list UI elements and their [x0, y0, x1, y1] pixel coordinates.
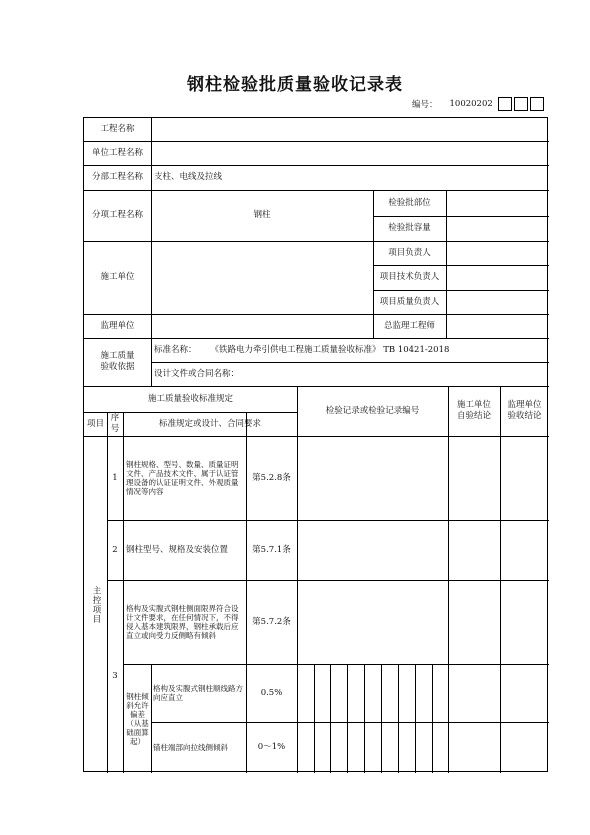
item-1-seq: 1	[112, 472, 118, 483]
standard-label: 标准名称：	[154, 344, 197, 355]
subitem-value: 钢柱	[253, 210, 271, 220]
code-box-1[interactable]	[498, 97, 512, 111]
self-check-header: 施工单位 自验结论	[456, 400, 491, 421]
tilt-sub1-text: 格构及实腹式钢柱顺线路方向应直立	[153, 684, 243, 702]
item-2-seq: 2	[112, 544, 118, 555]
inspection-form	[83, 117, 548, 772]
batch-part-label: 检验批部位	[388, 197, 431, 208]
item-1-text: 钢柱规格、型号、数量、质量证明文件、产品技术文件、属于认证管理设备的认证证明文件、外观质量情况等内容	[126, 460, 239, 496]
standard-value: 《铁路电力牵引供电工程施工质量验收标准》 TB 10421-2018	[210, 344, 450, 355]
supervision-unit-label: 监理单位	[100, 320, 135, 331]
unit-project-name-label: 单位工程名称	[91, 147, 143, 158]
batch-capacity-label: 检验批容量	[388, 223, 431, 233]
item-3-clause: 第5.7.2条	[252, 616, 291, 627]
item-3-text: 格构及实腹式钢柱侧面限界符合设计文件要求，在任何情况下，不得侵入基本建筑限界，钢柱承载后应直立或向受力反侧略有倾斜	[126, 604, 239, 640]
division-name-label: 分部工程名称	[91, 172, 143, 182]
code-label: 编号：	[412, 100, 438, 110]
item-2-text: 钢柱型号、规格及安装位置	[126, 544, 229, 555]
acceptance-basis-label: 施工质量 验收依据	[100, 351, 135, 372]
item-3-seq: 3	[112, 671, 118, 681]
tilt-sub2-text: 锚柱端部向拉线侧倾斜	[153, 743, 228, 752]
standard-name-row	[154, 338, 549, 362]
item-1-clause: 第5.2.8条	[252, 472, 291, 483]
division-value: 支柱、电线及拉线	[154, 172, 223, 182]
tilt-tolerance-label: 钢柱倾斜允许偏差（从基础面算起）	[126, 691, 149, 746]
requirement-header: 标准规定或设计、合同要求	[158, 418, 261, 429]
code-value: 10020202	[449, 99, 493, 109]
item-header: 项目	[86, 418, 104, 429]
construction-unit-label: 施工单位	[100, 272, 135, 282]
record-header: 检验记录或检验记录编号	[325, 405, 420, 416]
subitem-name-label: 分项工程名称	[91, 210, 143, 220]
page-title: 钢柱检验批质量验收记录表	[187, 75, 403, 95]
chief-engineer-label: 总监理工程师	[383, 320, 435, 331]
tilt-sub1-value: 0.5%	[260, 687, 283, 698]
quality-manager-label: 项目质量负责人	[379, 296, 440, 307]
tech-manager-label: 项目技术负责人	[379, 272, 440, 282]
design-docs-label: 设计文件或合同名称：	[154, 368, 240, 379]
item-2-clause: 第5.7.1条	[252, 544, 291, 555]
project-manager-label: 项目负责人	[388, 247, 431, 258]
code-box-2[interactable]	[514, 97, 528, 111]
main-control-category: 主控项目	[91, 585, 101, 624]
spec-header: 施工质量验收标准规定	[147, 393, 233, 404]
record-code	[412, 97, 544, 111]
project-name-label: 工程名称	[100, 124, 135, 134]
code-box-3[interactable]	[530, 97, 544, 111]
tilt-sub2-value: 0～1%	[257, 742, 286, 752]
supervision-header: 监理单位 验收结论	[507, 400, 542, 421]
seq-header: 序号	[110, 413, 120, 434]
